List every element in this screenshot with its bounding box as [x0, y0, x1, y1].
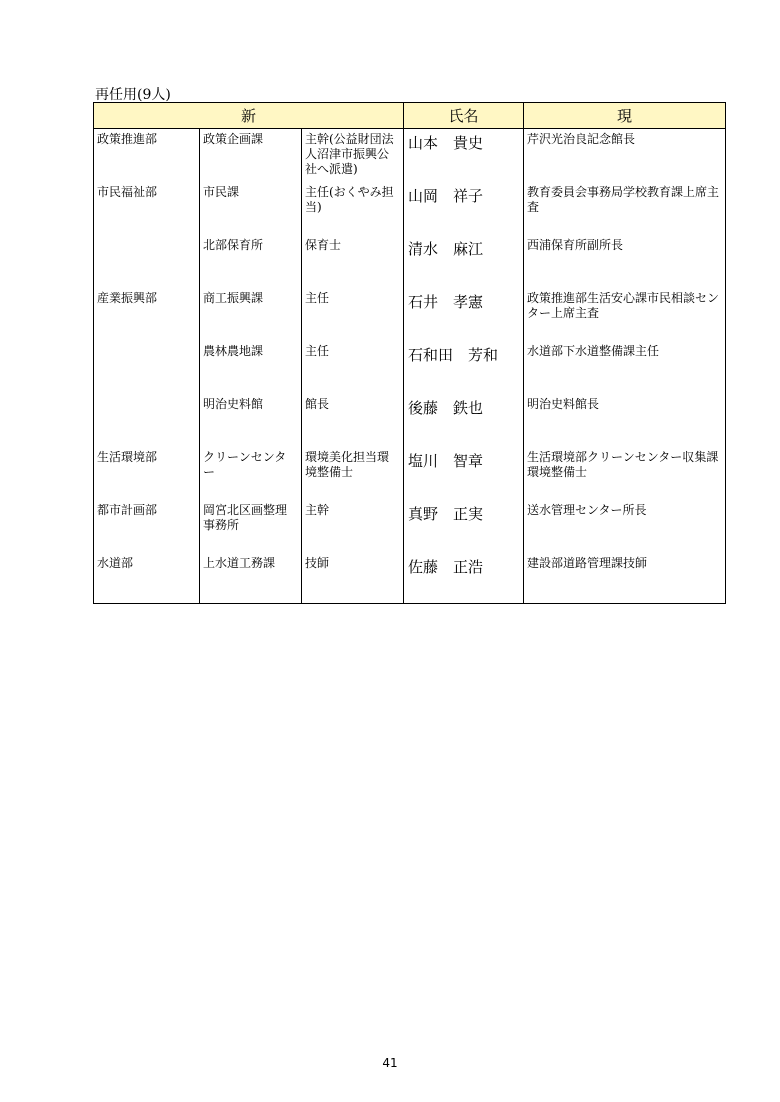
- reappointment-table: [93, 102, 726, 604]
- current-post-cell: 芹沢光治良記念館長: [524, 129, 726, 183]
- name-cell: 清水 麻江: [404, 235, 524, 288]
- dept-cell: [94, 394, 200, 447]
- dept-cell: 生活環境部: [94, 447, 200, 500]
- table-row: [94, 447, 726, 500]
- title-cell: 館長: [302, 394, 404, 447]
- section-cell: 岡宮北区画整理事務所: [200, 500, 302, 553]
- name-cell: 石井 孝憲: [404, 288, 524, 341]
- title-cell: 保育士: [302, 235, 404, 288]
- dept-cell: [94, 341, 200, 394]
- table-row: [94, 553, 726, 604]
- current-post-cell: 水道部下水道整備課主任: [524, 341, 726, 394]
- table-row: [94, 500, 726, 553]
- header-name: 氏名: [404, 103, 524, 129]
- table-row: [94, 182, 726, 235]
- name-cell: 真野 正実: [404, 500, 524, 553]
- section-cell: 政策企画課: [200, 129, 302, 183]
- title-cell: 主幹: [302, 500, 404, 553]
- name-cell: 後藤 鉄也: [404, 394, 524, 447]
- section-cell: 市民課: [200, 182, 302, 235]
- dept-cell: 産業振興部: [94, 288, 200, 341]
- section-cell: 北部保育所: [200, 235, 302, 288]
- table-row: [94, 341, 726, 394]
- table-row: [94, 129, 726, 183]
- header-current: 現: [524, 103, 726, 129]
- current-post-cell: 教育委員会事務局学校教育課上席主査: [524, 182, 726, 235]
- section-cell: 商工振興課: [200, 288, 302, 341]
- name-cell: 山岡 祥子: [404, 182, 524, 235]
- header-row: [94, 103, 726, 129]
- dept-cell: 政策推進部: [94, 129, 200, 183]
- current-post-cell: 送水管理センター所長: [524, 500, 726, 553]
- title-cell: 主任: [302, 341, 404, 394]
- section-cell: 明治史料館: [200, 394, 302, 447]
- section-cell: 農林農地課: [200, 341, 302, 394]
- title-cell: 技師: [302, 553, 404, 604]
- title-cell: 環境美化担当環境整備士: [302, 447, 404, 500]
- name-cell: 塩川 智章: [404, 447, 524, 500]
- current-post-cell: 生活環境部クリーンセンター収集課環境整備士: [524, 447, 726, 500]
- table-row: [94, 394, 726, 447]
- table-caption: 再任用(9人): [95, 87, 171, 103]
- table-row: [94, 288, 726, 341]
- dept-cell: 水道部: [94, 553, 200, 604]
- current-post-cell: 明治史料館長: [524, 394, 726, 447]
- section-cell: クリーンセンター: [200, 447, 302, 500]
- title-cell: 主任: [302, 288, 404, 341]
- name-cell: 石和田 芳和: [404, 341, 524, 394]
- name-cell: 佐藤 正浩: [404, 553, 524, 604]
- dept-cell: 都市計画部: [94, 500, 200, 553]
- current-post-cell: 建設部道路管理課技師: [524, 553, 726, 604]
- section-cell: 上水道工務課: [200, 553, 302, 604]
- current-post-cell: 政策推進部生活安心課市民相談センター上席主査: [524, 288, 726, 341]
- table-row: [94, 235, 726, 288]
- header-new: 新: [94, 103, 404, 129]
- dept-cell: 市民福祉部: [94, 182, 200, 235]
- name-cell: 山本 貴史: [404, 129, 524, 183]
- title-cell: 主幹(公益財団法人沼津市振興公社へ派遣): [302, 129, 404, 183]
- page-number: 41: [382, 1056, 398, 1070]
- title-cell: 主任(おくやみ担当): [302, 182, 404, 235]
- dept-cell: [94, 235, 200, 288]
- current-post-cell: 西浦保育所副所長: [524, 235, 726, 288]
